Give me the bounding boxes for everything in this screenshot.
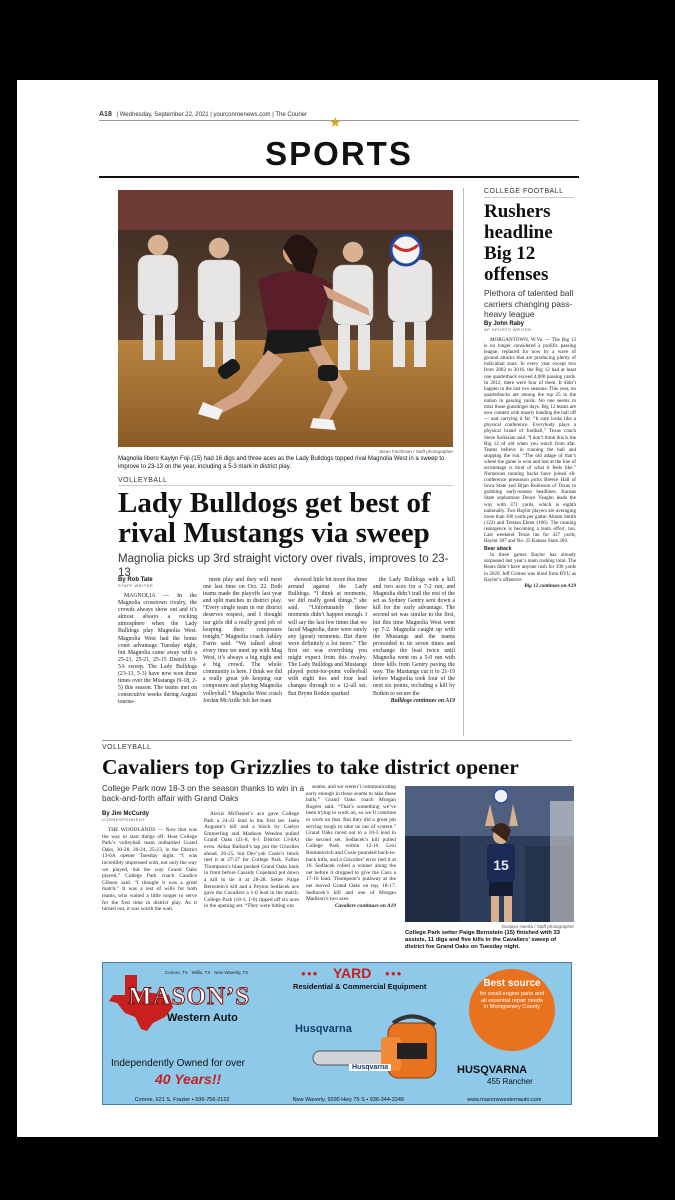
lead-photo-caption: Magnolia libero Kaylyn Foji (15) had 16 digs and three aces as the Lady Bulldogs topped rival Magnolia West in a sweep to improve to 23-13 on the year, including a 5-3 mark in district play. [118, 456, 445, 470]
ad-footer [103, 1093, 572, 1105]
second-column-1-text: THE WOODLANDS — Now that was the way to start things off. Host College Park’s volleyball team outbattled Grand Oaks, 30-28, 26-24, 25-23, in the District 13-6A opener Tuesday night. “I was incredibly impressed with, not only the way we played, but the way Grand Oaks played,” College Park coach Candice Gibson said. “I thought it was a great match.” It was a test of wills for both teams, who waited a little longer to serve for the first time in district play. As it turned out, it was worth the wait. [102, 827, 197, 913]
lead-column-3 [288, 577, 367, 698]
ad-best-source-badge [469, 969, 555, 1051]
side-body: MORGANTOWN, W.Va. — The Big 12 is no longer considered a prolific passing league, replaced for now by a wave of ground attacks that are producing plenty of individual stars. In every year except two from 2002 to 2016, the Big 12 had at least one quarterback exceed 4,000 passing yards. In 2012, there were four of them. It didn’t happen in the last two seasons. This year, no quarterbacks are among the top 25 in the nation in passing yards. No one seems to miss those gunslinger days. Big 12 teams are now content with mostly handing the ball off — and carrying it far. “It sure looks like a physical conference. Everybody plays a physical brand of football,” Texas coach Steve Sarkisian said. “I don’t think this is the Big 12 of old when you watch from afar. Teams believe in running the ball and stopping the run. “The old adage of that’s where the game is won and lost at the line of scrimmage is kind of what it feels like.” Numerous running backs have joined all-conference preseason picks Breece Hall of Iowa State and Bijan Robinson of Texas in grabbing early-season headlines. Kansas State sophomore Deuce Vaughn leads the way with 371 yards, which is eighth nationally. Two Baylor players are averaging more than 100 yards per game: Abram Smith (122) and Trestan Ebner (106). The running resurgence is becoming a team effort, too. Last weekend Texas ran for 427 yards, Baylor 307 and No. 25 Kansas State 269. [484, 337, 577, 545]
folio-sep: | [210, 112, 214, 118]
ad-footer-url[interactable]: www.masonswesternauto.com [467, 1096, 542, 1103]
ad-bubble-title: Best source [483, 978, 541, 989]
folio-sep: | [272, 112, 276, 118]
side-divider [463, 188, 464, 736]
second-byline: By Jim McCurdy [102, 811, 150, 817]
side-jump: Big 12 continues on A19 [524, 582, 576, 589]
ad-husqvarna-logo-2: Husqvarna [349, 1064, 391, 1071]
second-byline-block [102, 811, 197, 822]
lead-headline: Lady Bulldogs get best of rival Mustangs via sweep [118, 487, 431, 549]
side-headline: Rushers headline Big 12 offenses [484, 201, 553, 285]
lead-photo-credit: Jason Fochtman / Staff photographer [378, 449, 453, 454]
second-section: VOLLEYBALL [102, 744, 152, 751]
lead-jump: Bulldogs continues on A19 [390, 697, 455, 704]
second-column-2 [204, 811, 299, 910]
side-byline: By John Raby [484, 321, 525, 327]
side-section: COLLEGE FOOTBALL [484, 188, 564, 195]
lead-column-2-text: ment play and they will meet one last time on Oct. 22. Both teams made the playoffs last year and split matches in district play. “Every single team in our district deserves respect, and I thought our girls did a really good job of keeping their composure tonight,” Magnolia coach Ashley Farris said. “We talked about every time we meet up with Mag West, it’s always a big night and a big crowd. The whole community is here. I think we did a really great job keeping our composure and playing Magnolia volleyball.” Magnolia West coach Jordan McArdle felt her team [203, 577, 282, 704]
side-body-2: In three games Baylor has already surpassed last year’s team rushing total. The Bears didn’t have anyone rush for 100 yards in 2020. Jeff Grimes was hired from BYU as Baylor’s offensive [484, 552, 576, 583]
svg-text:15: 15 [493, 857, 509, 873]
ad-cities: Conroe, TX Willis, TX New Waverly, TX [165, 970, 249, 975]
ad-model: 455 Rancher [487, 1077, 533, 1086]
folio-sep: | [116, 112, 120, 118]
volleyball-dig-illustration [118, 190, 453, 447]
folio-site: yourconroenews.com [213, 112, 271, 118]
mason-western-auto-ad[interactable] [102, 962, 572, 1105]
lead-column-1-text: MAGNOLIA — In the Magnolia crosstown rivalry, the crowds always show out and it’s almost always a rocking atmosphere when the Lady Bulldogs play Magnolia West. Magnolia West had the home court advantage Tuesday night, but Magnolia came away with a 25-21, 25-21, 25-15 District 19-5A sweep. The Lady Bulldogs (23-13, 5-3) have now won three times over the Mustangs (9-18, 2-5) this season. The teams met on consecutive weeks during August tourna- [118, 593, 197, 706]
lead-byline-role: STAFF WRITER [118, 583, 154, 588]
lead-column-1 [118, 593, 197, 707]
folio-date: Wednesday, September 22, 2021 [119, 112, 209, 118]
lead-byline: By Rob Tate [118, 577, 153, 583]
volleyball-setter-illustration [405, 786, 574, 922]
side-section-rule [484, 197, 574, 198]
ad-dots-left: ●●● [301, 969, 319, 978]
lead-photo [118, 190, 453, 447]
second-photo-credit: Gustavo Huerta / Staff photographer [501, 924, 574, 929]
ad-footer-conroe: Conroe, 621 S. Frazier • 936-756-2122 [134, 1096, 230, 1103]
ad-brand: MASON’S [128, 983, 251, 1010]
second-jump: Cavaliers continues on A19 [334, 902, 396, 909]
side-byline-block [484, 321, 576, 332]
second-deck: College Park now 18-3 on the season thanks to win in a back-and-forth affair with Grand Oaks [102, 784, 305, 803]
second-headline: Cavaliers top Grizzlies to take district opener [102, 755, 519, 779]
side-column [484, 337, 576, 589]
folio-paper: The Courier [275, 112, 308, 118]
ad-husqvarna-logo-1: Husqvarna [295, 1023, 352, 1035]
chainsaw-icon [293, 1013, 443, 1093]
ad-yard-sub: Residential & Commercial Equipment [293, 982, 427, 991]
ad-tagline-2: 40 Years!! [155, 1071, 222, 1087]
folio-page: A18 [99, 111, 112, 118]
newspaper-page [17, 80, 658, 1137]
second-photo-caption: College Park setter Paige Bernstein (15) finished with 33 assists, 11 digs and five kills in the Cavaliers’ sweep of district foe Grand Oaks on Tuesday night. [405, 930, 560, 950]
ad-dots-right: ●●● [385, 969, 403, 978]
title-rule [99, 176, 579, 178]
story-separator [102, 740, 572, 741]
lead-column-4 [373, 577, 455, 705]
second-column-3-text: seams, and we weren’t communicating early enough in those seams to take these balls,” Grand Oaks coach Morgan Rogers said. “That’s something we’ve been trying to work on, so we’ll continue to work on that. But they did a great job serving tough to take us out of system.” Grand Oaks raced out to a 10-5 lead in the second set. Sedlacek’s kill pulled College Park within 12-10. Lexi Romanovich and Cosie pounded back-to-back kills, and a Grizzlies’ error tied it at 16. Sedlacek rolled a winner along the net before it dropped to give the Cavs a 17-16 lead. Thompson’s putaway at the net moved Grand Oaks on top, 18-17. Sedlacek’s kill and one of Morgan Madison’s two aces [306, 784, 396, 903]
lead-column-3-text: showed little bit more this time around against the Lady Bulldogs. “I think at moments, we did really good things,” she said. “Unfortunately those moments didn’t happen enough. I will say the last few times that we faced Magnolia, there were rarely any (great) moments. But there were definitely a lot more.” The first set was everything you might expect from this rivalry. The Lady Bulldogs and Mustangs played point-for-point volleyball with eight ties and four lead changes through to a 12-all set. But Brynn Botkin sparked [288, 577, 367, 697]
lead-column-2 [203, 577, 282, 705]
side-byline-role: AP SPORTS WRITER [484, 327, 532, 332]
ad-product: HUSQVARNA [457, 1064, 528, 1076]
ad-brand-sub: Western Auto [167, 1012, 238, 1024]
second-byline-role: CORRESPONDENT [102, 817, 146, 822]
ad-footer-new-waverly: New Waverly, 9290 Hwy 75 S • 936-344-2249 [292, 1096, 404, 1103]
lead-section-rule [118, 485, 453, 486]
ad-tagline-1: Independently Owned for over [111, 1058, 245, 1069]
lead-column-4-text: the Lady Bulldogs with a kill and two aces for a 7-2 run, and Magnolia didn’t trail the rest of the set as Sydney Gentry sent down a kill for the early advantage. The second set was similar to the first, but this time Magnolia West went up 7-2. Magnolia caught up with the Mustangs and the teams proceeded to tie seven times and exchange the lead twice until Magnolia went on a 5-0 run with three kills from Gentry paving the way. The Mustangs cut it to 21-19 before Magnolia took four of the next six points, including a kill by Botkin to secure the [373, 577, 455, 697]
side-deck: Plethora of talented ball carriers changing pass-heavy league [484, 288, 574, 319]
ad-yard: YARD [333, 965, 372, 981]
second-photo [405, 786, 574, 922]
side-subhead: Bear attack [484, 546, 512, 553]
section-title: SPORTS [265, 135, 413, 172]
second-column-2-text: Alexis McDaniel’s ace gave College Park a 24-22 lead in the first set. Jaela Auguste’s kill and a block by Caelyn Emmerling and Madison Weedon pulled Grand Oaks (21-8, 0-1 District 13-6A) even. Aidan Ballard’s tap put the Grizzlies ahead, 26-25, but Dev’yah Cosie’s block tied it at 27-27 for College Park. Fallon Thompson’s blast pushed Grand Oaks back in front before Cassidy Copeland put down a kill to tie it at 28-28. Setter Paige Bernstein’s kill and a Peyton Sedlacek ace gave the Cavaliers a 1-0 lead in the match. College Park (18-3, 1-0) ripped off six aces in the opening set. “They were hitting our [204, 811, 299, 910]
lead-section: VOLLEYBALL [118, 477, 168, 484]
second-column-1 [102, 827, 197, 913]
lead-deck: Magnolia picks up 3rd straight victory over rivals, improves to 23-13 [118, 553, 449, 579]
lead-byline-block [118, 577, 197, 588]
second-column-3 [306, 784, 396, 909]
star-icon: ★ [329, 116, 342, 131]
ad-bubble-text: for small engine parts and all essential repair needs in Montgomery County [479, 991, 545, 1010]
